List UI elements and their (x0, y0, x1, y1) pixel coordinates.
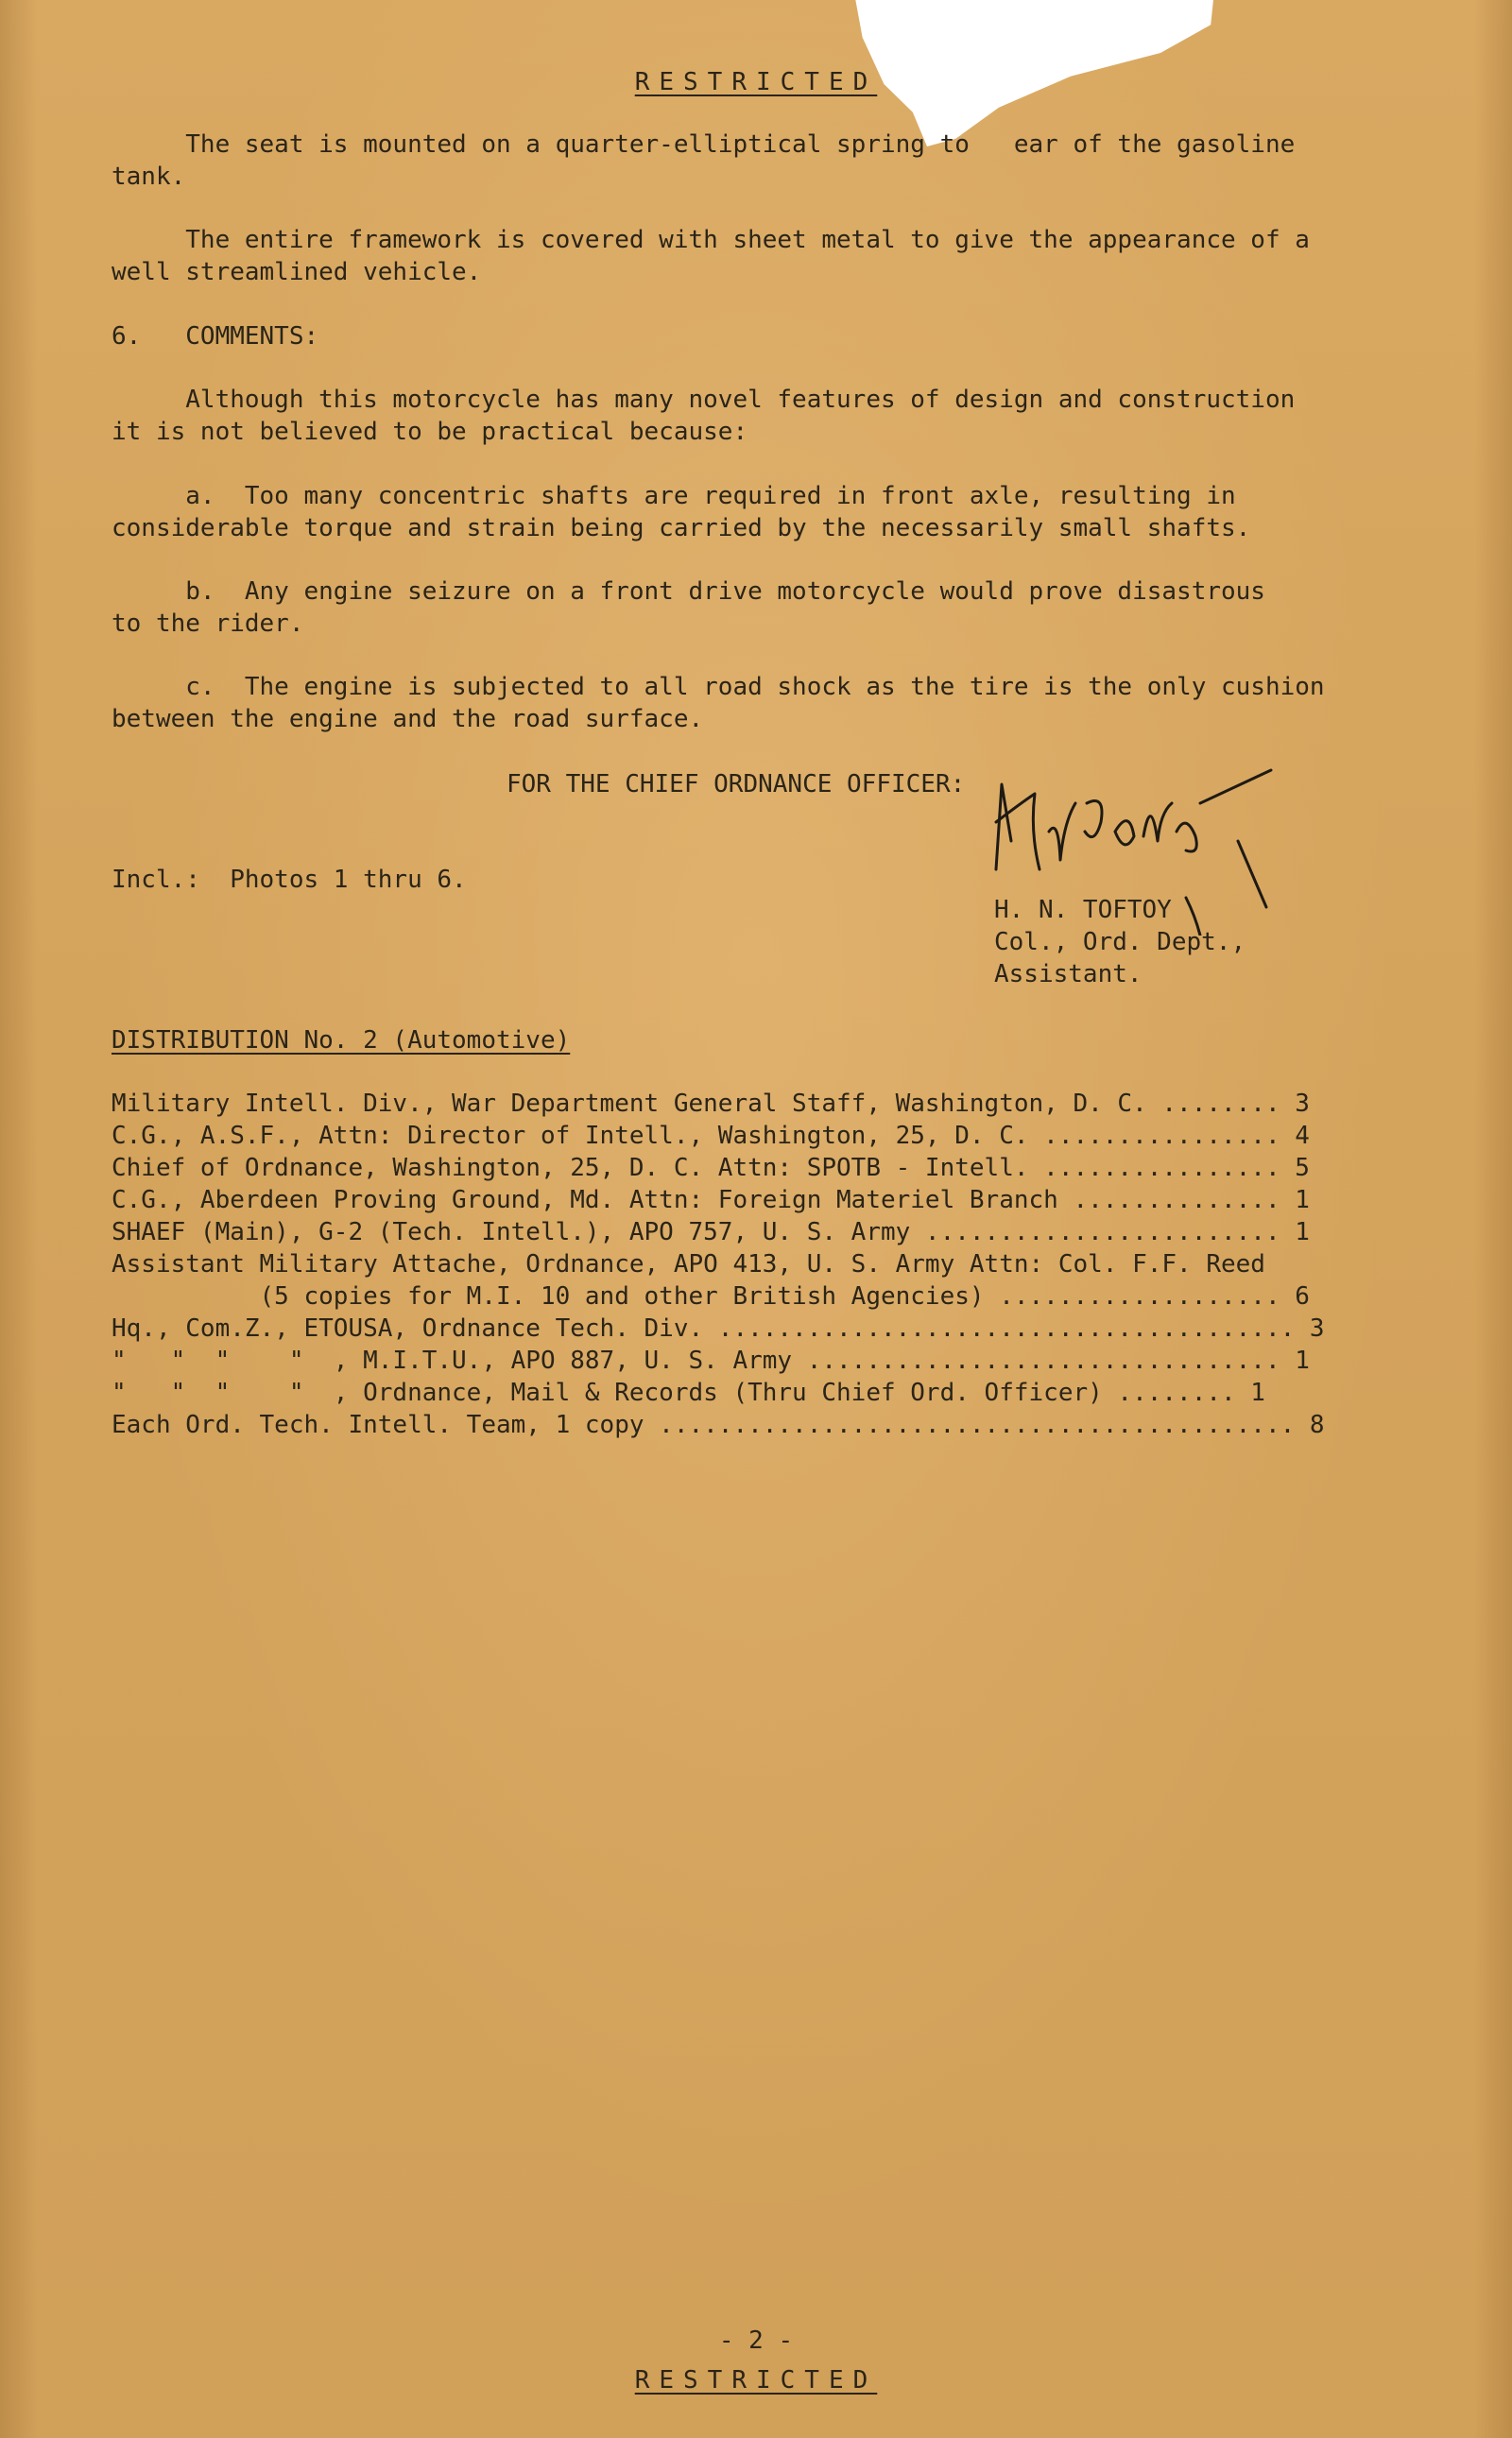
distribution-row: C.G., Aberdeen Proving Ground, Md. Attn: Foreign Materiel Branch .............. 1 (112, 1186, 1310, 1214)
body-line: The seat is mounted on a quarter-elliptical spring to ear of the gasoline (112, 130, 1296, 159)
body-line: it is not believed to be practical because: (112, 418, 748, 446)
distribution-row: SHAEF (Main), G-2 (Tech. Intell.), APO 757, U. S. Army ........................ 1 (112, 1218, 1310, 1246)
distribution-row: Chief of Ordnance, Washington, 25, D. C. Attn: SPOTB - Intell. ................ 5 (112, 1154, 1310, 1182)
distribution-row: " " " " , M.I.T.U., APO 887, U. S. Army ................................ 1 (112, 1347, 1310, 1375)
body-line: well streamlined vehicle. (112, 258, 482, 286)
body-line: a. Too many concentric shafts are required in front axle, resulting in (112, 482, 1236, 510)
body-line: b. Any engine seizure on a front drive motorcycle would prove disastrous (112, 577, 1265, 606)
signer-role: Assistant. (994, 960, 1143, 988)
distribution-heading: DISTRIBUTION No. 2 (Automotive) (112, 1026, 571, 1055)
distribution-row: Hq., Com.Z., ETOUSA, Ordnance Tech. Div. ....................................... 3 (112, 1314, 1325, 1343)
distribution-row: " " " " , Ordnance, Mail & Records (Thru Chief Ord. Officer) ........ 1 (112, 1379, 1265, 1407)
distribution-row: Assistant Military Attache, Ordnance, APO 413, U. S. Army Attn: Col. F.F. Reed (112, 1250, 1265, 1279)
for-chief-ordnance-line: FOR THE CHIEF ORDNANCE OFFICER: (507, 770, 966, 798)
distribution-row: Each Ord. Tech. Intell. Team, 1 copy ........................................... 8 (112, 1411, 1325, 1439)
distribution-row: C.G., A.S.F., Attn: Director of Intell., Washington, 25, D. C. ................ 4 (112, 1122, 1310, 1150)
body-line: considerable torque and strain being carried by the necessarily small shafts. (112, 514, 1251, 542)
footer-classification: RESTRICTED (634, 2366, 878, 2395)
enclosures-line: Incl.: Photos 1 thru 6. (112, 866, 467, 894)
distribution-row: Military Intell. Div., War Department General Staff, Washington, D. C. ........ 3 (112, 1090, 1310, 1118)
body-line: c. The engine is subjected to all road shock as the tire is the only cushion (112, 673, 1325, 701)
section-heading-comments: 6. COMMENTS: (112, 322, 319, 351)
signer-title: Col., Ord. Dept., (994, 928, 1246, 956)
paper-edge-shadow-left (0, 0, 38, 2438)
signer-name: H. N. TOFTOY (994, 896, 1172, 924)
page-number: - 2 - (718, 2326, 794, 2355)
body-line: Although this motorcycle has many novel features of design and construction (112, 386, 1296, 414)
header-classification: RESTRICTED (634, 68, 878, 96)
body-line: tank. (112, 163, 186, 191)
distribution-row: (5 copies for M.I. 10 and other British Agencies) ................... 6 (112, 1282, 1310, 1311)
body-line: The entire framework is covered with sheet metal to give the appearance of a (112, 226, 1310, 254)
paper-edge-shadow-right (1474, 0, 1512, 2438)
body-line: to the rider. (112, 610, 304, 638)
body-line: between the engine and the road surface. (112, 705, 704, 733)
